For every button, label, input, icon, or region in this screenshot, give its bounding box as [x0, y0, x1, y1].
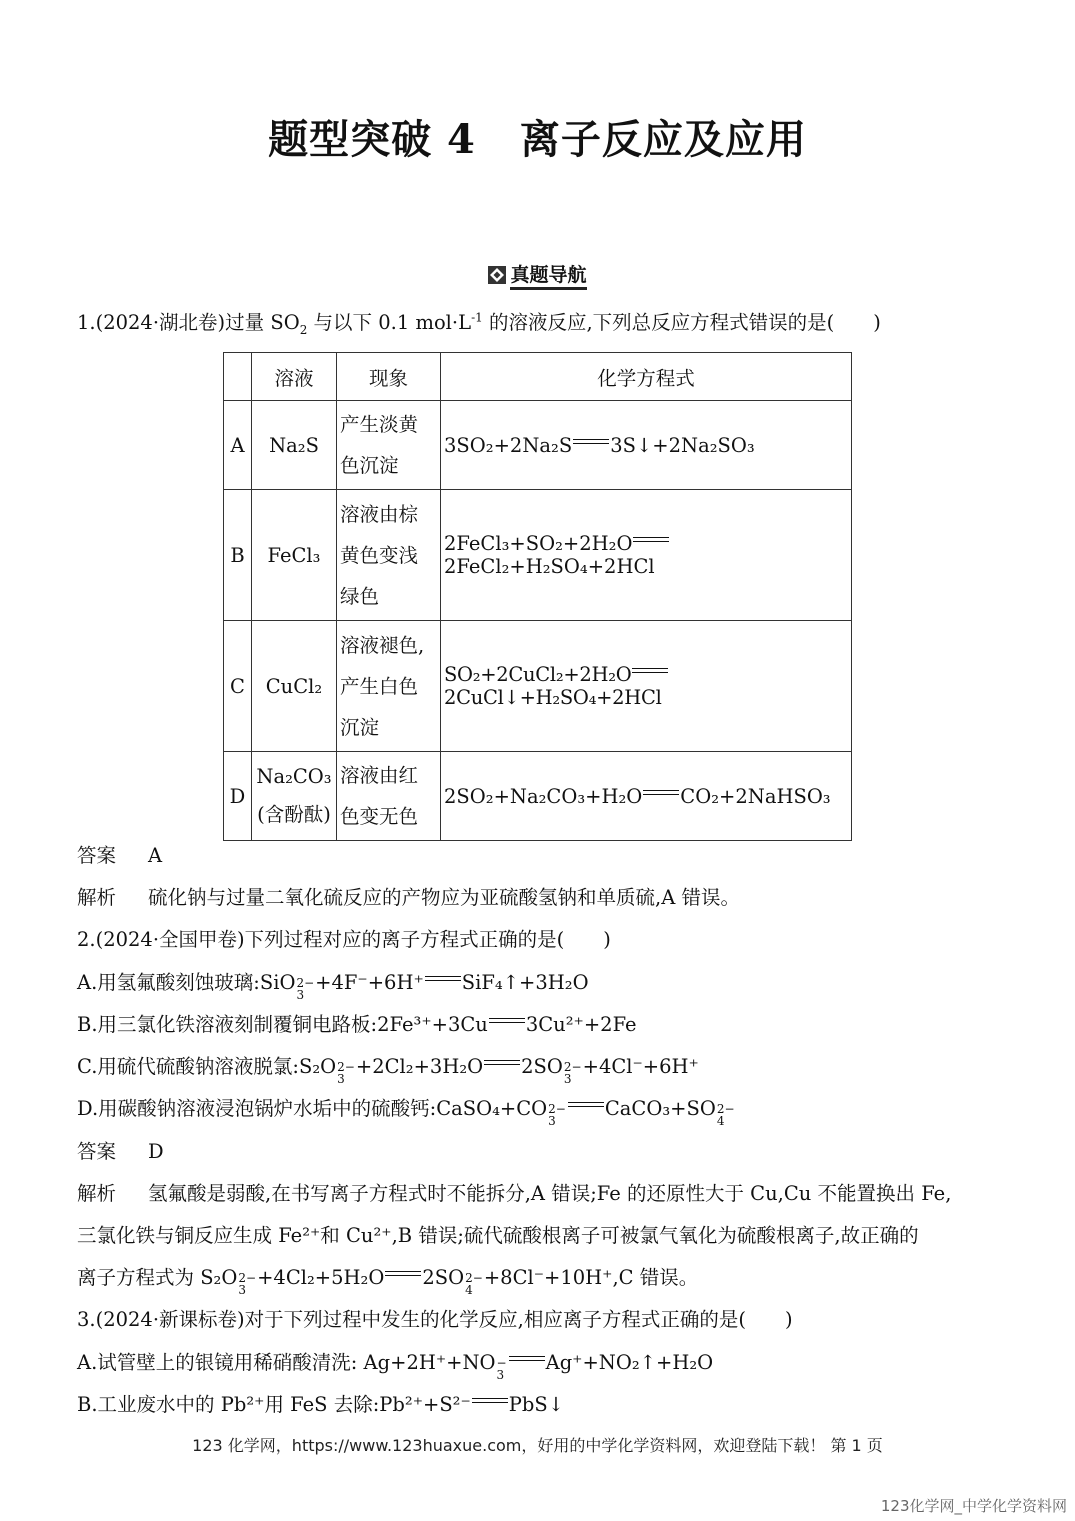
phenomenon-cell: 溶液由棕 黄色变浅 绿色	[337, 490, 441, 621]
solution-cell: CuCl₂	[252, 621, 337, 752]
solution-cell: FeCl₃	[252, 490, 337, 621]
q1-stem: 1.(2024·湖北卷)过量 $SO_2$ 与以下 0.1 $mol\cdot L^{-1}$ 的溶液反应,下列总反应方程式错误的是( )	[77, 310, 881, 337]
table-row	[224, 401, 852, 490]
q2-option-d: D.用碳酸钠溶液浸泡锅炉水垢中的硫酸钙:CaSO₄+CO 2− 3 CaCO₃+SO 2− 4	[77, 1097, 735, 1128]
table-header-cell	[224, 353, 252, 401]
q3-option-b: B.工业废水中的 Pb²⁺用 FeS 去除:Pb²⁺+S²⁻ PbS↓	[77, 1393, 565, 1416]
equation-cell: 2FeCl₃+SO₂+2H₂O2FeCl₂+H₂SO₄+2HCl	[441, 490, 852, 621]
q3-stem: 3.(2024·新课标卷)对于下列过程中发生的化学反应,相应离子方程式正确的是( )	[77, 1308, 793, 1331]
q1-answer: 答案 A	[77, 844, 163, 867]
q2-analysis-line1: 解析 氢氟酸是弱酸,在书写离子方程式时不能拆分,A 错误;Fe 的还原性大于 Cu,Cu 不能置换出 Fe,	[77, 1182, 952, 1205]
table-row	[224, 621, 852, 752]
q1-analysis: 解析 硫化钠与过量二氧化硫反应的产物应为亚硫酸氢钠和单质硫,A 错误。	[77, 886, 740, 909]
phenomenon-cell: 溶液由红 色变无色	[337, 752, 441, 841]
q2-stem: 2.(2024·全国甲卷)下列过程对应的离子方程式正确的是( )	[77, 928, 611, 951]
diamond-icon	[488, 266, 506, 284]
q2-answer: 答案 D	[77, 1140, 164, 1163]
equation-cell: 2SO₂+Na₂CO₃+H₂O CO₂+2NaHSO₃	[441, 752, 852, 841]
table-header-cell: 溶液	[252, 353, 337, 401]
table-header-cell: 化学方程式	[441, 353, 852, 401]
solution-cell: Na₂S	[252, 401, 337, 490]
page-title: 题型突破 4 离子反应及应用	[268, 116, 807, 163]
table-row	[224, 752, 852, 841]
table-header-cell: 现象	[337, 353, 441, 401]
solution-cell: Na₂CO₃ (含酚酞)	[252, 752, 337, 841]
table-row	[224, 490, 852, 621]
option-letter: A	[224, 401, 252, 490]
equation-cell: SO₂+2CuCl₂+2H₂O2CuCl↓+H₂SO₄+2HCl	[441, 621, 852, 752]
option-letter: C	[224, 621, 252, 752]
section-label: 真题导航	[510, 264, 586, 290]
q3-option-a: A.试管壁上的银镜用稀硝酸清洗: Ag+2H⁺+NO − 3 Ag⁺+NO₂↑+H₂O	[77, 1351, 714, 1382]
q2-analysis-line3: 离子方程式为 S₂O 2− 3 +4Cl₂+5H₂O 2SO 2− 4 +8Cl⁻+10H⁺,C 错误。	[77, 1266, 699, 1297]
option-letter: B	[224, 490, 252, 621]
q2-option-b: B.用三氯化铁溶液刻制覆铜电路板:2Fe³⁺+3Cu 3Cu²⁺+2Fe	[77, 1013, 637, 1036]
q2-option-a: A.用氢氟酸刻蚀玻璃:SiO 2− 3 +4F⁻+6H⁺ SiF₄↑+3H₂O	[77, 971, 589, 1002]
page-footer: 123 化学网，https://www.123huaxue.com，好用的中学化学资料网，欢迎登陆下载！ 第 1 页	[192, 1436, 883, 1455]
q1-table	[223, 352, 852, 841]
section-heading	[0, 260, 1075, 287]
q2-option-c: C.用硫代硫酸钠溶液脱氯:S₂O 2− 3 +2Cl₂+3H₂O 2SO 2− 3 +4Cl⁻+6H⁺	[77, 1055, 699, 1086]
q2-analysis-line2: 三氯化铁与铜反应生成 Fe²⁺和 Cu²⁺,B 错误;硫代硫酸根离子可被氯气氧化为硫酸根离子,故正确的	[77, 1224, 919, 1247]
option-letter: D	[224, 752, 252, 841]
equation-cell: 3SO₂+2Na₂S 3S↓+2Na₂SO₃	[441, 401, 852, 490]
phenomenon-cell: 产生淡黄 色沉淀	[337, 401, 441, 490]
table-header-row	[224, 353, 852, 401]
phenomenon-cell: 溶液褪色, 产生白色 沉淀	[337, 621, 441, 752]
watermark: 123化学网_中学化学资料网	[880, 1497, 1067, 1515]
